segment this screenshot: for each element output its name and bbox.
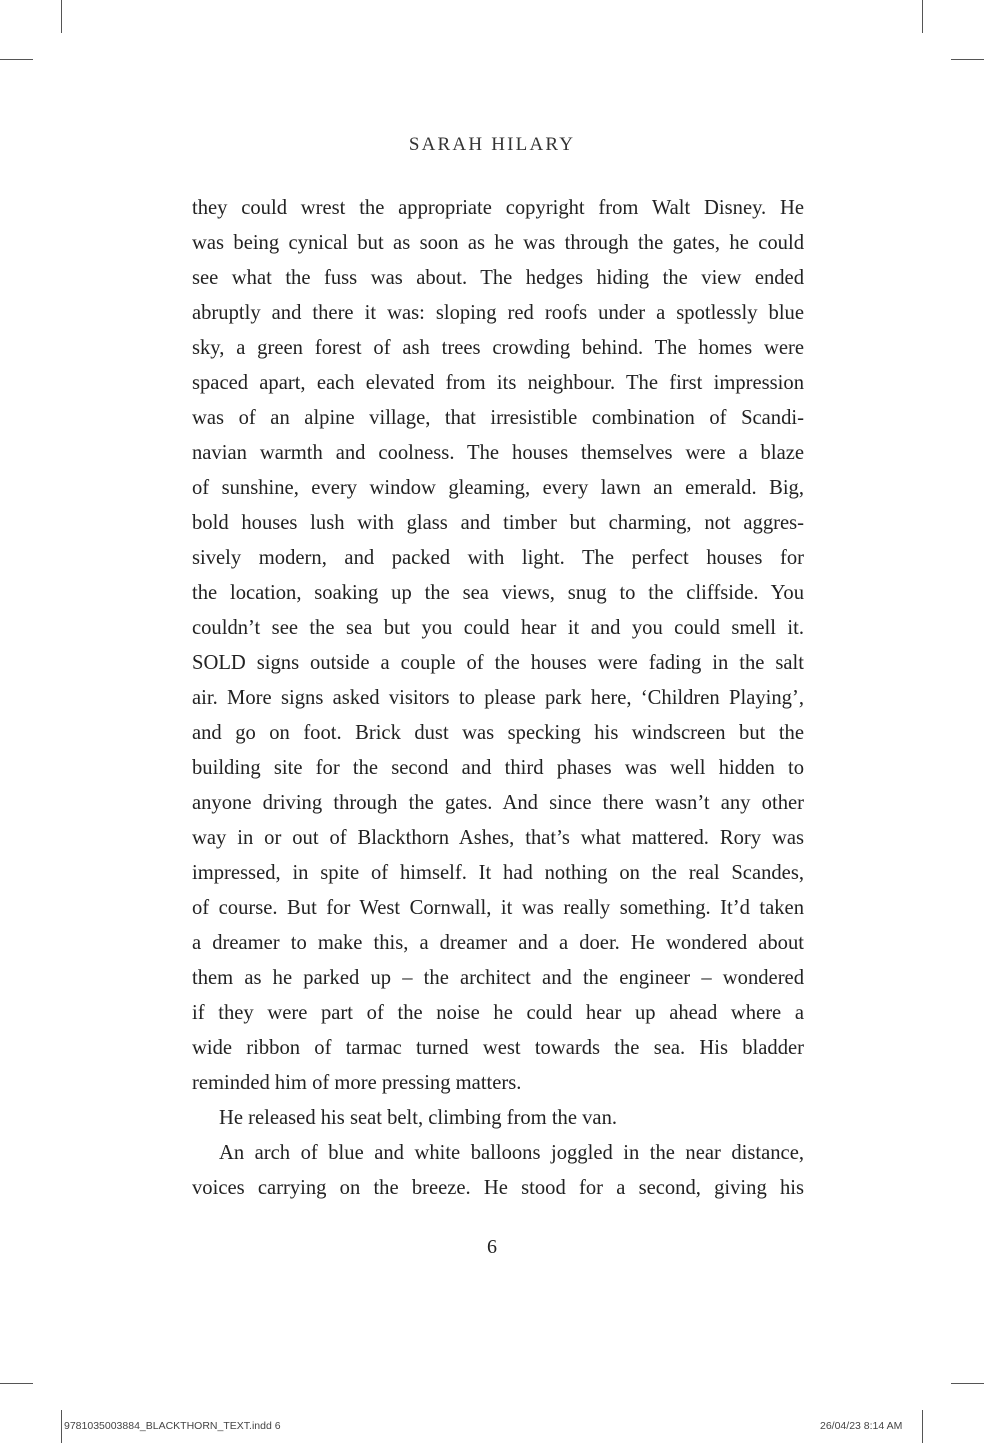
text-line: navian warmth and coolness. The houses themselves were a blaze <box>192 442 804 464</box>
slug-date: 26/04/23 8:14 AM <box>820 1420 903 1432</box>
text-line: way in or out of Blackthorn Ashes, that’s what mattered. Rory was <box>192 827 804 849</box>
text-line: and go on foot. Brick dust was specking his windscreen but the <box>192 722 804 744</box>
crop-mark <box>0 59 33 60</box>
text-line: couldn’t see the sea but you could hear it and you could smell it. <box>192 617 804 639</box>
text-line: voices carrying on the breeze. He stood for a second, giving his <box>192 1177 804 1199</box>
page-number: 6 <box>487 1236 497 1258</box>
text-line: was of an alpine village, that irresistible combination of Scandi- <box>192 407 804 429</box>
crop-mark <box>951 59 984 60</box>
crop-mark <box>922 0 923 33</box>
text-line: a dreamer to make this, a dreamer and a doer. He wondered about <box>192 932 804 954</box>
text-line: of sunshine, every window gleaming, every lawn an emerald. Big, <box>192 477 804 499</box>
body-text <box>192 191 804 1206</box>
text-line: of course. But for West Cornwall, it was really something. It’d taken <box>192 897 804 919</box>
text-line: spaced apart, each elevated from its neighbour. The first impression <box>192 372 804 394</box>
text-line: was being cynical but as soon as he was through the gates, he could <box>192 232 804 254</box>
text-line: sively modern, and packed with light. The perfect houses for <box>192 547 804 569</box>
text-line: the location, soaking up the sea views, snug to the cliffside. You <box>192 582 804 604</box>
slug-file: 9781035003884_BLACKTHORN_TEXT.indd 6 <box>64 1420 281 1432</box>
text-line: see what the fuss was about. The hedges hiding the view ended <box>192 267 804 289</box>
text-line: they could wrest the appropriate copyright from Walt Disney. He <box>192 197 804 219</box>
running-head: SARAH HILARY <box>408 134 576 155</box>
text-line: air. More signs asked visitors to please park here, ‘Children Playing’, <box>192 687 804 709</box>
text-line: bold houses lush with glass and timber but charming, not aggres- <box>192 512 804 534</box>
text-line: SOLD signs outside a couple of the houses were fading in the salt <box>192 652 804 674</box>
text-line: An arch of blue and white balloons joggled in the near distance, <box>219 1142 804 1164</box>
text-line: if they were part of the noise he could hear up ahead where a <box>192 1002 804 1024</box>
text-line: them as he parked up – the architect and the engineer – wondered <box>192 967 804 989</box>
text-line: abruptly and there it was: sloping red roofs under a spotlessly blue <box>192 302 804 324</box>
text-line: sky, a green forest of ash trees crowding behind. The homes were <box>192 337 804 359</box>
crop-mark <box>951 1383 984 1384</box>
crop-mark <box>61 1410 62 1443</box>
text-line: anyone driving through the gates. And since there wasn’t any other <box>192 792 804 814</box>
text-line: He released his seat belt, climbing from the van. <box>219 1107 618 1129</box>
text-line: wide ribbon of tarmac turned west towards the sea. His bladder <box>192 1037 804 1059</box>
crop-mark <box>922 1410 923 1443</box>
text-line: building site for the second and third phases was well hidden to <box>192 757 804 779</box>
text-line: reminded him of more pressing matters. <box>192 1072 522 1094</box>
crop-mark <box>0 1383 33 1384</box>
crop-mark <box>61 0 62 33</box>
text-line: impressed, in spite of himself. It had nothing on the real Scandes, <box>192 862 804 884</box>
